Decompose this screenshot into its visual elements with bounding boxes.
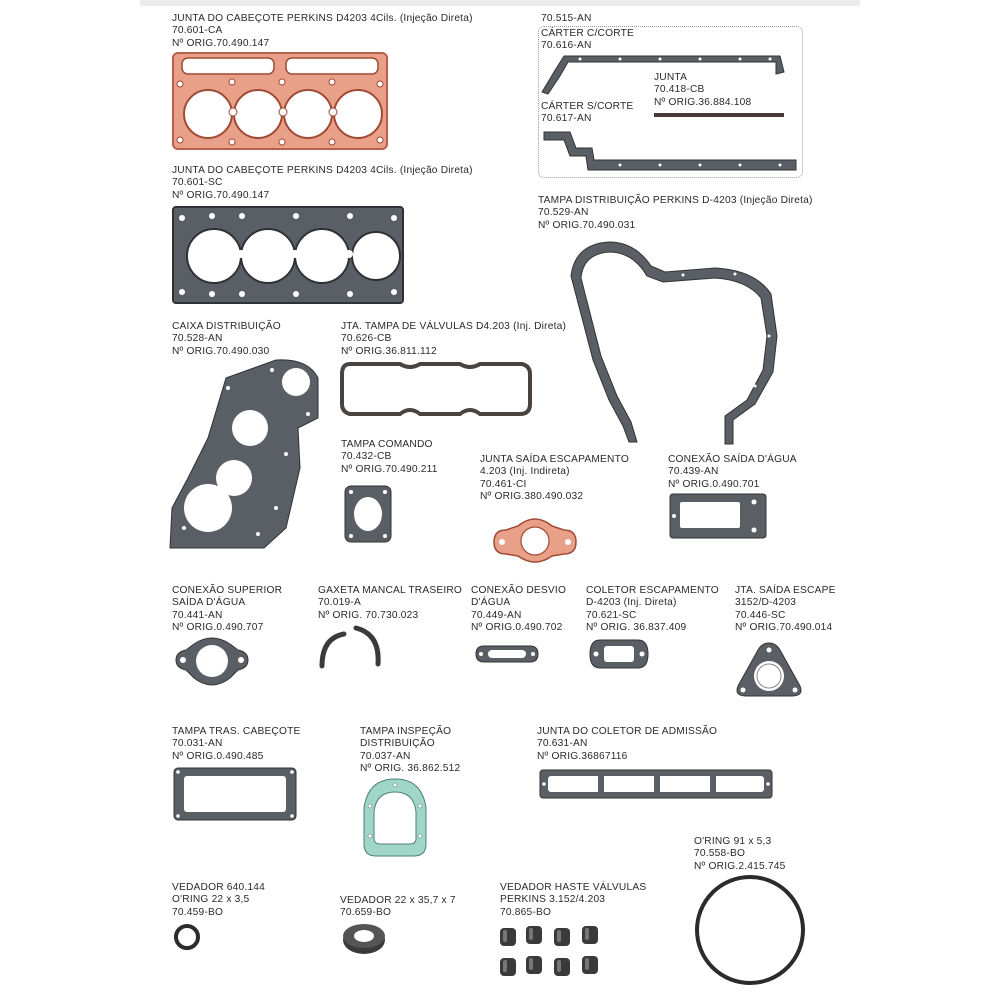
carter-without-cut-gasket-image bbox=[540, 126, 798, 176]
bypass-connection-gasket-image bbox=[472, 642, 542, 666]
water-outlet-gasket-image bbox=[668, 492, 768, 540]
rear-bearing-gasket-image bbox=[318, 624, 384, 670]
junta-strip-image bbox=[654, 112, 784, 118]
part-label-3: CÁRTER C/CORTE 70.616-AN bbox=[541, 28, 634, 52]
part-label-9: JTA. TAMPA DE VÁLVULAS D4.203 (Inj. Direta) 70.626-CB Nº ORIG.36.811.112 bbox=[341, 321, 567, 357]
timing-cover-gasket-image bbox=[565, 236, 787, 448]
rear-head-cover-gasket-image bbox=[172, 766, 298, 822]
upper-water-connection-gasket-image bbox=[172, 634, 252, 690]
part-label-15: CONEXÃO DESVIO D'ÁGUA 70.449-AN Nº ORIG.0.490.702 bbox=[471, 585, 567, 634]
exhaust-manifold-gasket-image bbox=[586, 634, 652, 674]
part-label-20: JUNTA DO COLETOR DE ADMISSÃO 70.631-AN Nº ORIG.36867116 bbox=[537, 726, 718, 762]
part-label-4: JUNTA 70.418-CB Nº ORIG.36.884.108 bbox=[654, 72, 752, 108]
part-label-8: CAIXA DISTRIBUIÇÃO 70.528-AN Nº ORIG.70.490.030 bbox=[172, 321, 281, 357]
part-label-1: JUNTA DO CABEÇOTE PERKINS D4203 4Cils. (Injeção Direta) 70.601-CA Nº ORIG.70.490.147 bbox=[172, 13, 473, 49]
seal-ring-image bbox=[340, 920, 388, 956]
part-label-7: TAMPA DISTRIBUIÇÃO PERKINS D-4203 (Injeção Direta) 70.529-AN Nº ORIG.70.490.031 bbox=[538, 195, 813, 231]
exhaust-outlet-gasket-image bbox=[490, 510, 580, 568]
part-label-13: CONEXÃO SUPERIOR SAÍDA D'ÁGUA 70.441-AN Nº ORIG.0.490.707 bbox=[172, 585, 283, 634]
oring-small-image bbox=[172, 922, 202, 952]
part-label-24: VEDADOR HASTE VÁLVULAS PERKINS 3.152/4.203 70.865-BO bbox=[500, 882, 647, 918]
head-gasket-dark-image bbox=[172, 206, 404, 304]
part-label-5: CÁRTER S/CORTE 70.617-AN bbox=[541, 101, 634, 125]
carter-with-cut-gasket-image bbox=[540, 52, 790, 112]
oring-large-image bbox=[692, 872, 808, 988]
part-label-22: VEDADOR 640.144 O'RING 22 x 3,5 70.459-BO bbox=[172, 882, 266, 918]
part-label-11: JUNTA SAÍDA ESCAPAMENTO 4.203 (Inj. Indireta) 70.461-CI Nº ORIG.380.490.032 bbox=[480, 454, 629, 503]
valve-stem-seals-image bbox=[498, 924, 608, 984]
head-gasket-copper-image bbox=[172, 52, 388, 150]
intake-manifold-gasket-image bbox=[538, 766, 774, 802]
timing-case-gasket-image bbox=[168, 358, 328, 550]
part-label-18: TAMPA TRAS. CABEÇOTE 70.031-AN Nº ORIG.0.490.485 bbox=[172, 726, 301, 762]
part-label-19: TAMPA INSPEÇÃO DISTRIBUIÇÃO 70.037-AN Nº ORIG. 36.862.512 bbox=[360, 726, 461, 775]
part-label-12: CONEXÃO SAÍDA D'ÁGUA 70.439-AN Nº ORIG.0.490.701 bbox=[668, 454, 797, 490]
inspection-cover-gasket-image bbox=[360, 776, 430, 858]
part-label-16: COLETOR ESCAPAMENTO D-4203 (Inj. Direta) 70.621-SC Nº ORIG. 36.837.409 bbox=[586, 585, 719, 634]
exhaust-outlet-triangle-gasket-image bbox=[734, 640, 804, 700]
tampa-comando-gasket-image bbox=[343, 484, 393, 544]
valve-cover-gasket-image bbox=[340, 360, 532, 418]
part-label-23: VEDADOR 22 x 35,7 x 7 70.659-BO bbox=[340, 895, 456, 919]
part-label-10: TAMPA COMANDO 70.432-CB Nº ORIG.70.490.211 bbox=[341, 439, 438, 475]
top-bar bbox=[140, 0, 860, 6]
part-label-21: O'RING 91 x 5,3 70.558-BO Nº ORIG.2.415.745 bbox=[694, 836, 786, 872]
part-label-17: JTA. SAÍDA ESCAPE 3152/D-4203 70.446-SC Nº ORIG.70.490.014 bbox=[735, 585, 836, 634]
part-label-6: JUNTA DO CABEÇOTE PERKINS D4203 4Cils. (Injeção Direta) 70.601-SC Nº ORIG.70.490.147 bbox=[172, 165, 473, 201]
part-label-2: 70.515-AN bbox=[541, 13, 592, 24]
part-label-14: GAXETA MANCAL TRASEIRO 70.019-A Nº ORIG. 70.730.023 bbox=[318, 585, 463, 621]
